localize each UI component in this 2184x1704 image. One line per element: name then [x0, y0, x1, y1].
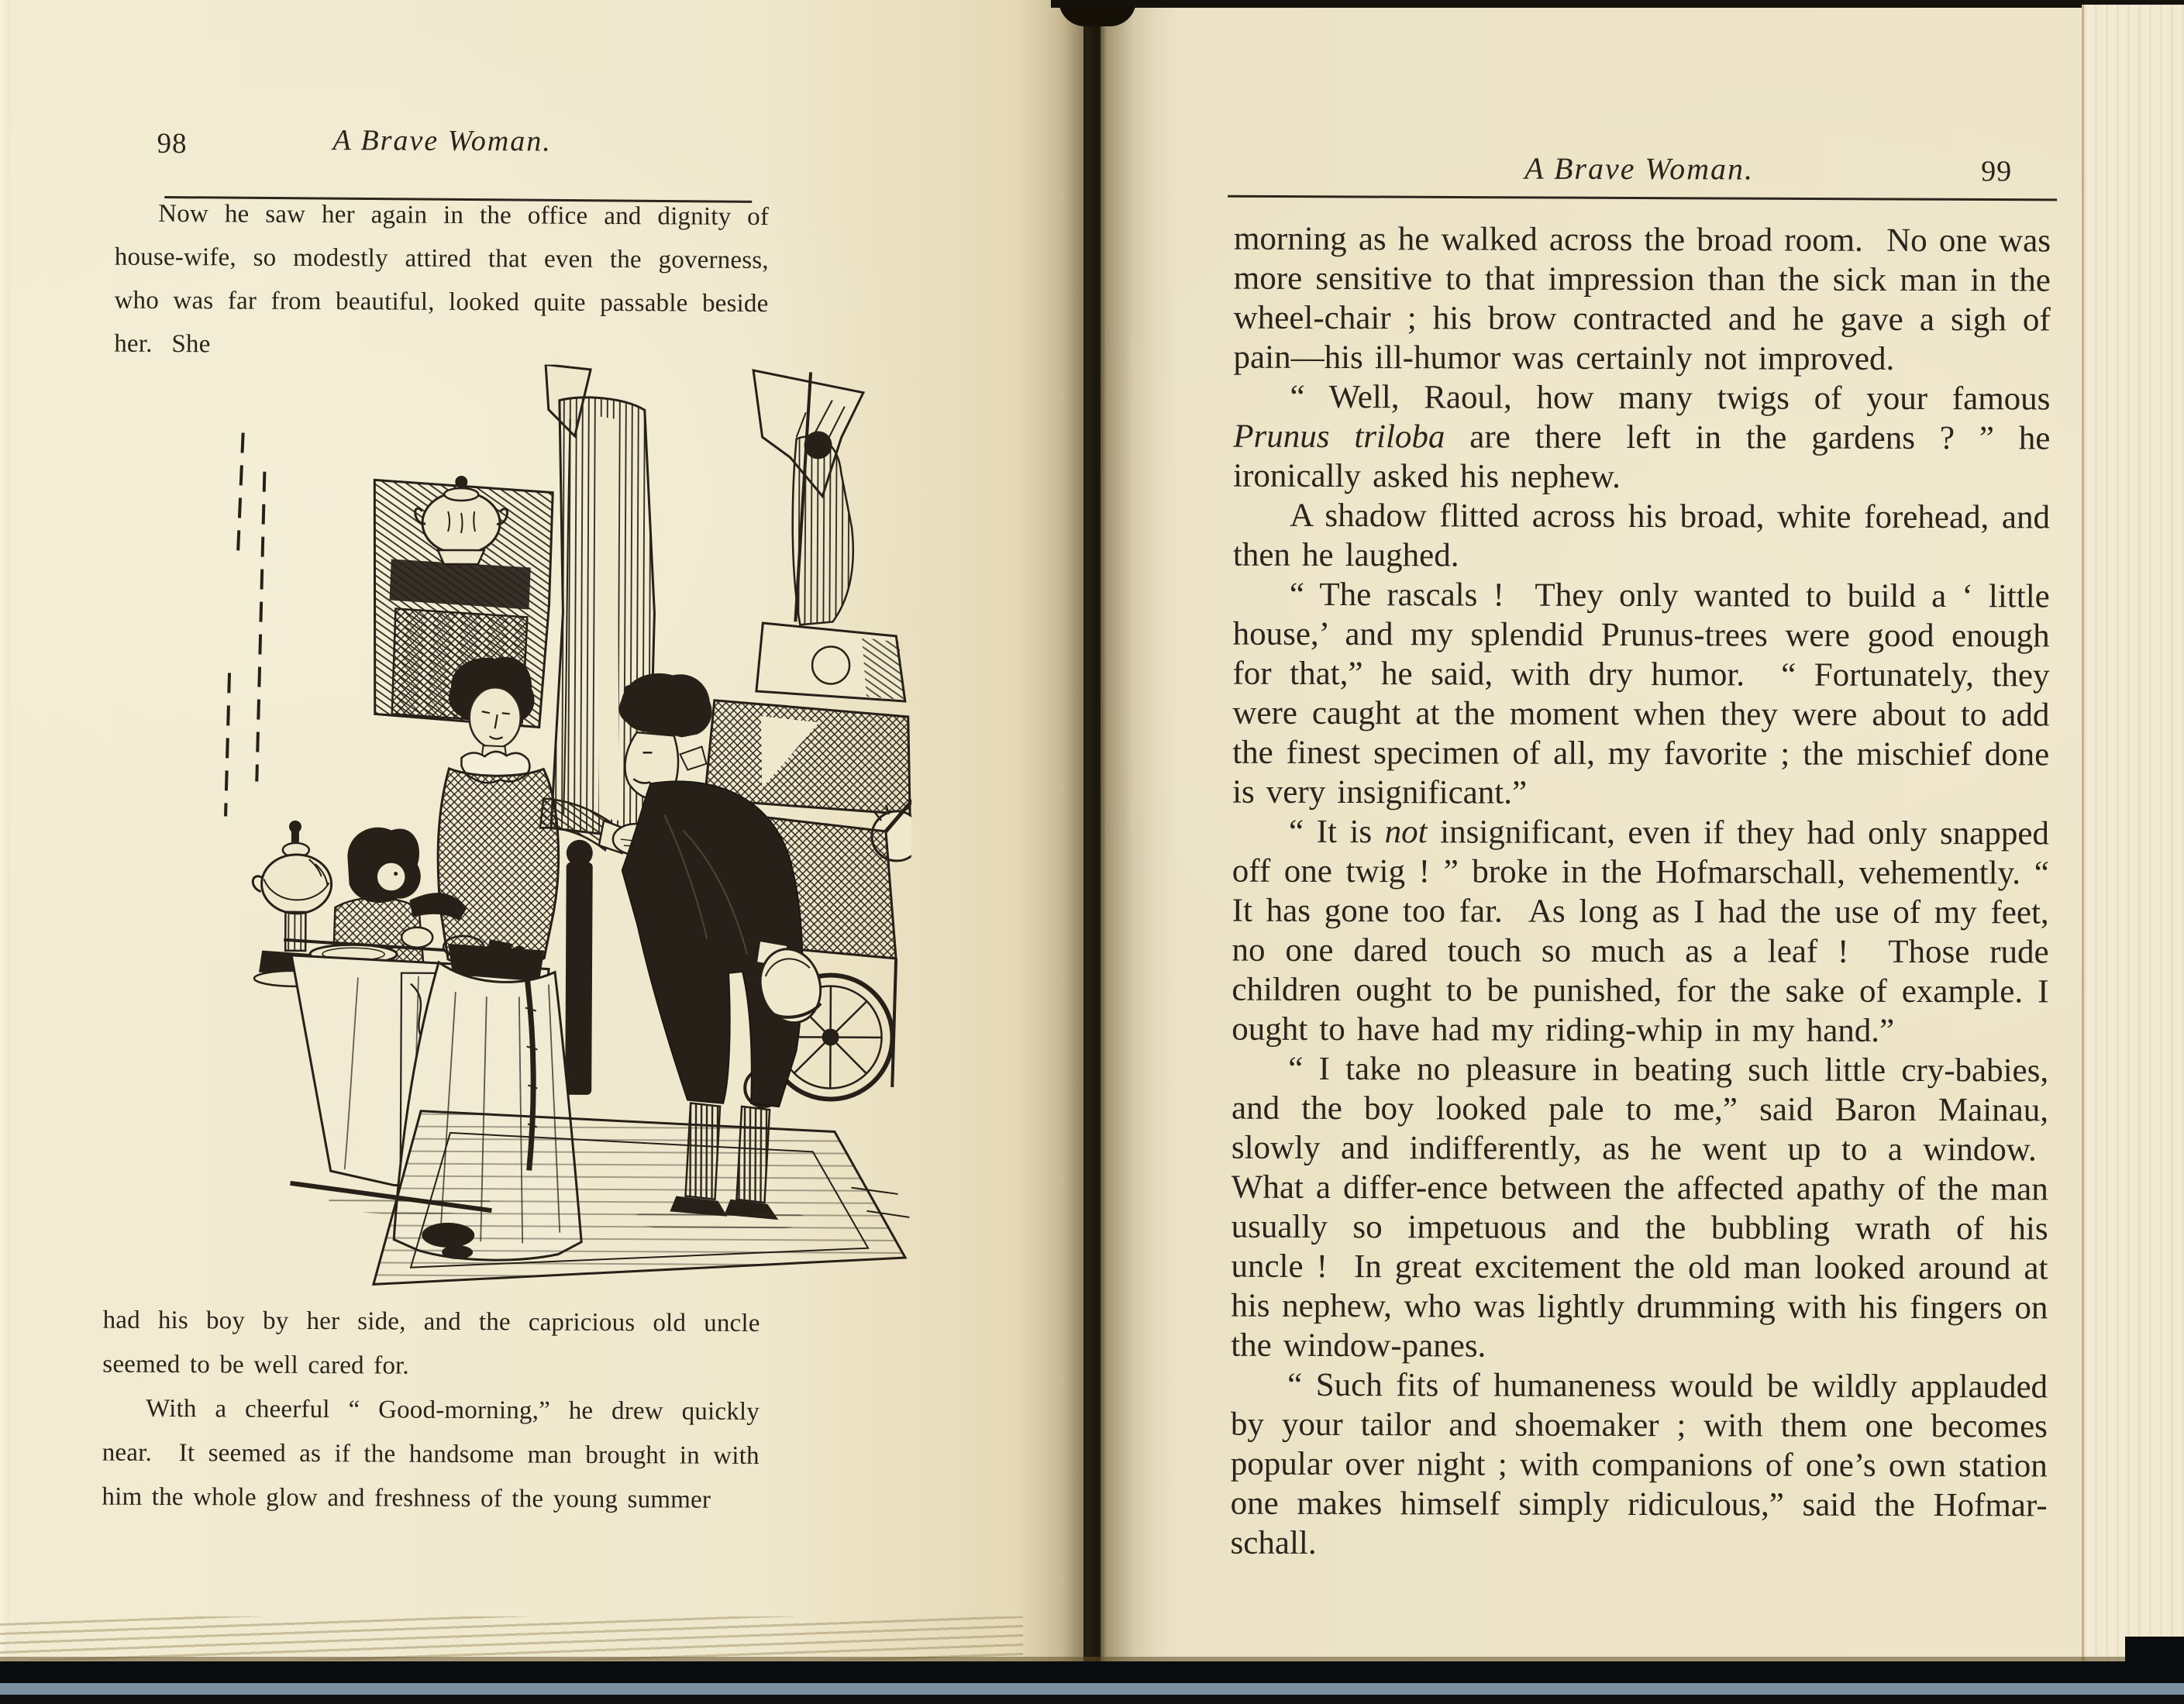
header-rule-right — [1228, 195, 2057, 201]
paragraph — [1231, 1365, 2048, 1565]
paragraph — [1233, 377, 2050, 498]
right-page-text — [1231, 219, 2051, 1565]
italic-text: Prunus triloba — [1233, 418, 1445, 456]
text-segment: are there left in the gardens ? ” he ironically asked his nephew. — [1233, 418, 2051, 495]
page-number-right: 99 — [1981, 155, 2013, 188]
page-number-left: 98 — [157, 127, 188, 160]
text-segment: “ The rascals ! They only wanted to build a ‘ little house,’ and my splendid Prunus-trees were good enough for that,” he said, with dry humor. “ Fortunately, they were caught at the moment when they were about to add the finest specimen of all, my favorite ; the mischief done is very insignificant.” — [1232, 576, 2050, 811]
paragraph — [1232, 575, 2050, 814]
text-segment: “ It is — [1289, 813, 1385, 851]
paragraph — [1232, 812, 2049, 1052]
text-segment: With a cheerful “ Good-morning,” he drew quickly near. It seemed as if the handsome man brought in with him the whole glow and freshness of the young summer — [102, 1394, 760, 1514]
text-segment: morning as he walked across the broad room. No one was more sensitive to that impression than the sick man in the wheel-chair ; his brow contracted and he gave a sigh of pain—his ill-humor was certainly not improved. — [1233, 220, 2051, 377]
paragraph — [1233, 496, 2050, 577]
paragraph — [1231, 1049, 2048, 1368]
text-segment: A shadow flitted across his broad, white forehead, and then he laughed. — [1232, 497, 2051, 574]
paragraph — [1234, 219, 2051, 380]
text-segment: Now he saw her again in the office and dignity of house-wife, so modestly attired that even the governess, who was far from beautiful, looked quite passable beside her. She — [114, 199, 770, 359]
text-segment: had his boy by her side, and the capricious old uncle seemed to be well cared for. — [102, 1306, 760, 1380]
running-title-left: A Brave Woman. — [332, 124, 552, 158]
text-segment: insignificant, even if they had only snapped off one twig ! ” broke in the Hofmarschall, vehemently. “ It has gone too far. As long as I had the use of my feet, no one dared touch so much as a leaf ! Those rude children ought to be punished, for the sake of example. I ought to have had my riding-whip in my hand.” — [1232, 814, 2050, 1049]
italic-text: not — [1384, 814, 1428, 851]
text-segment: “ Such fits of humaneness would be wildly applauded by your tailor and shoemaker ; with them one becomes popular over night ; with companions of one’s own station one makes himself simply ridiculous,” said the Hofmar-schall. — [1230, 1366, 2048, 1561]
running-title-right: A Brave Woman. — [1524, 150, 1755, 187]
text-segment: “ Well, Raoul, how many twigs of your famous — [1290, 378, 2051, 418]
text-segment: “ I take no pleasure in beating such little cry-babies, and the boy looked pale to me,” said Baron Mainau, slowly and indifferently, as he went up to a window. What a differ-ence between the affected apathy of the man usually so impetuous and the bubbling wrath of his uncle ! In great excitement the old man looked around at his nephew, who was lightly drumming with his fingers on the window-panes. — [1231, 1050, 2049, 1365]
